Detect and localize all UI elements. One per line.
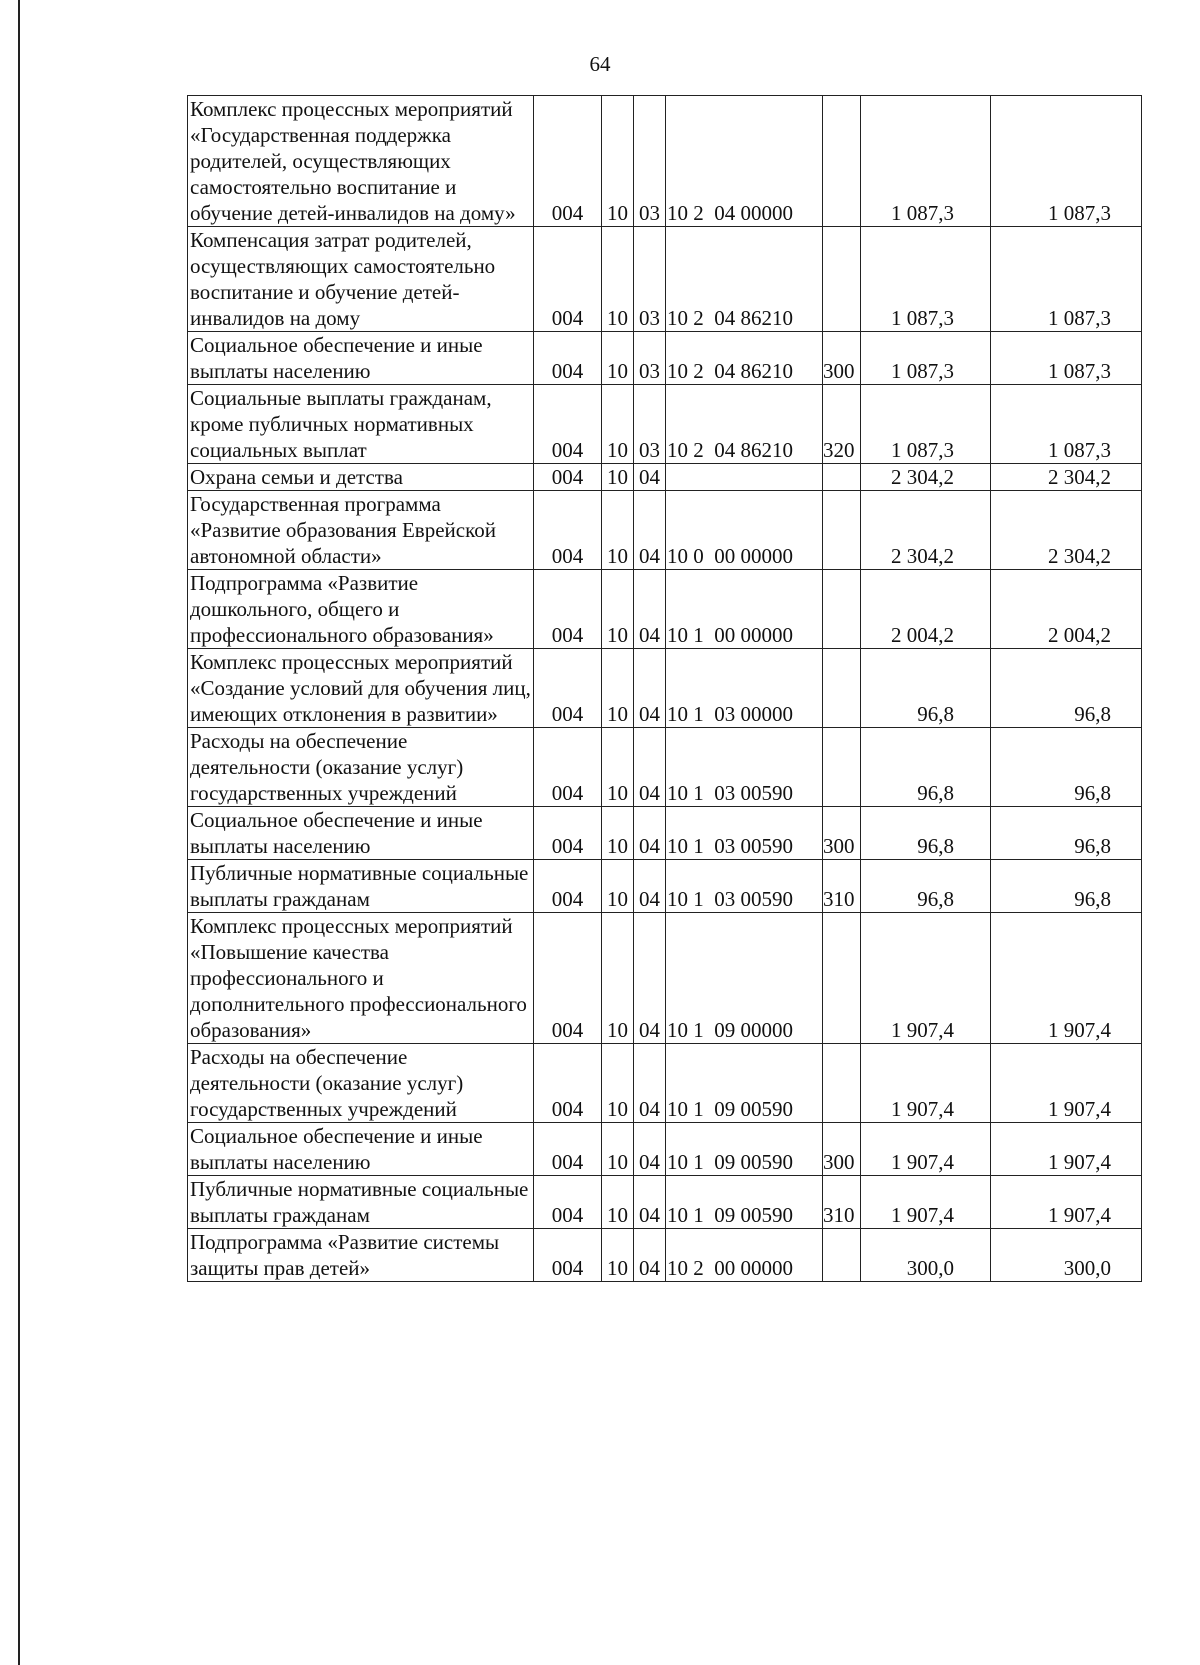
row-name-cell: Социальное обеспечение и иные выплаты населению <box>188 807 534 860</box>
row-subsection-cell: 03 <box>634 96 666 227</box>
row-amount-year1-cell: 1 087,3 <box>861 96 991 227</box>
row-name-cell: Государственная программа «Развитие образования Еврейской автономной области» <box>188 491 534 570</box>
row-expense-type-cell <box>823 570 861 649</box>
row-name-cell: Комплекс процессных мероприятий «Создание условий для обучения лиц, имеющих отклонения в развитии» <box>188 649 534 728</box>
row-section-cell: 10 <box>602 227 634 332</box>
row-target-article-cell: 10 1 03 00590 <box>666 728 823 807</box>
row-target-article-cell: 10 1 09 00590 <box>666 1044 823 1123</box>
row-section-cell: 10 <box>602 464 634 491</box>
row-subsection-cell: 04 <box>634 464 666 491</box>
row-subsection-cell: 04 <box>634 913 666 1044</box>
budget-table <box>187 95 1142 1282</box>
row-expense-type-cell: 300 <box>823 332 861 385</box>
row-amount-year1-cell: 2 304,2 <box>861 491 991 570</box>
row-amount-year2-cell: 2 304,2 <box>991 491 1142 570</box>
row-name-cell: Социальное обеспечение и иные выплаты населению <box>188 1123 534 1176</box>
row-section-cell: 10 <box>602 807 634 860</box>
row-subsection-cell: 04 <box>634 1229 666 1282</box>
row-amount-year2-cell: 1 087,3 <box>991 96 1142 227</box>
row-subsection-cell: 03 <box>634 332 666 385</box>
row-target-article-cell: 10 1 09 00000 <box>666 913 823 1044</box>
row-target-article-cell: 10 0 00 00000 <box>666 491 823 570</box>
table-row <box>188 332 1142 385</box>
table-row <box>188 1176 1142 1229</box>
row-amount-year2-cell: 96,8 <box>991 649 1142 728</box>
row-grbs-cell: 004 <box>534 728 602 807</box>
row-name-cell: Расходы на обеспечение деятельности (оказание услуг) государственных учреждений <box>188 1044 534 1123</box>
row-amount-year1-cell: 2 004,2 <box>861 570 991 649</box>
table-row <box>188 913 1142 1044</box>
row-expense-type-cell <box>823 649 861 728</box>
row-amount-year1-cell: 1 907,4 <box>861 1123 991 1176</box>
table-row <box>188 491 1142 570</box>
row-grbs-cell: 004 <box>534 1176 602 1229</box>
row-target-article-cell: 10 1 03 00000 <box>666 649 823 728</box>
row-name-cell: Компенсация затрат родителей, осуществляющих самостоятельно воспитание и обучение детей-инвалидов на дому <box>188 227 534 332</box>
row-subsection-cell: 04 <box>634 570 666 649</box>
row-name-cell: Подпрограмма «Развитие системы защиты прав детей» <box>188 1229 534 1282</box>
row-section-cell: 10 <box>602 1123 634 1176</box>
row-expense-type-cell: 320 <box>823 385 861 464</box>
row-amount-year1-cell: 1 907,4 <box>861 913 991 1044</box>
row-amount-year1-cell: 96,8 <box>861 807 991 860</box>
table-row <box>188 385 1142 464</box>
row-grbs-cell: 004 <box>534 1123 602 1176</box>
row-expense-type-cell: 300 <box>823 1123 861 1176</box>
row-expense-type-cell: 310 <box>823 860 861 913</box>
row-expense-type-cell <box>823 227 861 332</box>
row-target-article-cell: 10 2 04 00000 <box>666 96 823 227</box>
row-grbs-cell: 004 <box>534 1044 602 1123</box>
table-row <box>188 570 1142 649</box>
row-target-article-cell: 10 1 00 00000 <box>666 570 823 649</box>
row-amount-year1-cell: 96,8 <box>861 728 991 807</box>
row-section-cell: 10 <box>602 96 634 227</box>
row-amount-year2-cell: 1 907,4 <box>991 1123 1142 1176</box>
scan-edge-line <box>18 0 20 1665</box>
row-amount-year2-cell: 2 304,2 <box>991 464 1142 491</box>
table-row <box>188 96 1142 227</box>
row-section-cell: 10 <box>602 491 634 570</box>
row-grbs-cell: 004 <box>534 332 602 385</box>
row-expense-type-cell <box>823 491 861 570</box>
table-row <box>188 1123 1142 1176</box>
row-amount-year2-cell: 1 087,3 <box>991 332 1142 385</box>
row-name-cell: Комплекс процессных мероприятий «Повышение качества профессионального и дополнительного профессионального образования» <box>188 913 534 1044</box>
row-subsection-cell: 03 <box>634 385 666 464</box>
table-row <box>188 728 1142 807</box>
row-grbs-cell: 004 <box>534 96 602 227</box>
row-grbs-cell: 004 <box>534 464 602 491</box>
table-row <box>188 1229 1142 1282</box>
row-target-article-cell: 10 2 04 86210 <box>666 227 823 332</box>
row-section-cell: 10 <box>602 332 634 385</box>
row-amount-year2-cell: 96,8 <box>991 807 1142 860</box>
row-target-article-cell: 10 1 09 00590 <box>666 1176 823 1229</box>
row-expense-type-cell: 300 <box>823 807 861 860</box>
row-section-cell: 10 <box>602 1044 634 1123</box>
row-target-article-cell <box>666 464 823 491</box>
row-grbs-cell: 004 <box>534 491 602 570</box>
row-amount-year2-cell: 1 907,4 <box>991 1044 1142 1123</box>
row-amount-year1-cell: 96,8 <box>861 860 991 913</box>
row-name-cell: Комплекс процессных мероприятий «Государственная поддержка родителей, осуществляющих самостоятельно воспитание и обучение детей-инвалидов на дому» <box>188 96 534 227</box>
row-expense-type-cell <box>823 464 861 491</box>
row-amount-year2-cell: 96,8 <box>991 728 1142 807</box>
row-amount-year2-cell: 1 907,4 <box>991 913 1142 1044</box>
row-amount-year1-cell: 1 087,3 <box>861 227 991 332</box>
row-name-cell: Социальные выплаты гражданам, кроме публичных нормативных социальных выплат <box>188 385 534 464</box>
row-grbs-cell: 004 <box>534 807 602 860</box>
row-expense-type-cell <box>823 913 861 1044</box>
row-section-cell: 10 <box>602 1176 634 1229</box>
row-subsection-cell: 04 <box>634 1123 666 1176</box>
table-row <box>188 227 1142 332</box>
row-subsection-cell: 04 <box>634 860 666 913</box>
row-subsection-cell: 04 <box>634 649 666 728</box>
row-expense-type-cell <box>823 1044 861 1123</box>
row-target-article-cell: 10 1 03 00590 <box>666 860 823 913</box>
row-amount-year1-cell: 1 087,3 <box>861 385 991 464</box>
table-row <box>188 860 1142 913</box>
row-expense-type-cell <box>823 1229 861 1282</box>
row-expense-type-cell <box>823 96 861 227</box>
table-row <box>188 649 1142 728</box>
row-amount-year1-cell: 2 304,2 <box>861 464 991 491</box>
row-name-cell: Охрана семьи и детства <box>188 464 534 491</box>
row-target-article-cell: 10 2 04 86210 <box>666 385 823 464</box>
row-amount-year2-cell: 96,8 <box>991 860 1142 913</box>
row-section-cell: 10 <box>602 649 634 728</box>
row-subsection-cell: 04 <box>634 1044 666 1123</box>
row-section-cell: 10 <box>602 385 634 464</box>
row-expense-type-cell: 310 <box>823 1176 861 1229</box>
row-name-cell: Публичные нормативные социальные выплаты гражданам <box>188 1176 534 1229</box>
row-amount-year1-cell: 1 087,3 <box>861 332 991 385</box>
row-name-cell: Подпрограмма «Развитие дошкольного, общего и профессионального образования» <box>188 570 534 649</box>
row-grbs-cell: 004 <box>534 913 602 1044</box>
table-row <box>188 464 1142 491</box>
page-number: 64 <box>589 52 611 76</box>
row-name-cell: Расходы на обеспечение деятельности (оказание услуг) государственных учреждений <box>188 728 534 807</box>
row-amount-year2-cell: 300,0 <box>991 1229 1142 1282</box>
row-target-article-cell: 10 1 09 00590 <box>666 1123 823 1176</box>
row-section-cell: 10 <box>602 860 634 913</box>
row-expense-type-cell <box>823 728 861 807</box>
row-amount-year1-cell: 300,0 <box>861 1229 991 1282</box>
row-amount-year2-cell: 1 907,4 <box>991 1176 1142 1229</box>
row-amount-year2-cell: 1 087,3 <box>991 385 1142 464</box>
row-target-article-cell: 10 2 00 00000 <box>666 1229 823 1282</box>
row-subsection-cell: 04 <box>634 1176 666 1229</box>
row-section-cell: 10 <box>602 1229 634 1282</box>
row-subsection-cell: 03 <box>634 227 666 332</box>
row-grbs-cell: 004 <box>534 385 602 464</box>
row-subsection-cell: 04 <box>634 728 666 807</box>
row-section-cell: 10 <box>602 570 634 649</box>
row-name-cell: Публичные нормативные социальные выплаты гражданам <box>188 860 534 913</box>
row-grbs-cell: 004 <box>534 860 602 913</box>
row-amount-year1-cell: 1 907,4 <box>861 1176 991 1229</box>
row-section-cell: 10 <box>602 728 634 807</box>
row-target-article-cell: 10 1 03 00590 <box>666 807 823 860</box>
row-amount-year2-cell: 2 004,2 <box>991 570 1142 649</box>
row-amount-year2-cell: 1 087,3 <box>991 227 1142 332</box>
table-row <box>188 1044 1142 1123</box>
row-name-cell: Социальное обеспечение и иные выплаты населению <box>188 332 534 385</box>
table-body <box>188 96 1142 1282</box>
row-grbs-cell: 004 <box>534 649 602 728</box>
row-section-cell: 10 <box>602 913 634 1044</box>
row-grbs-cell: 004 <box>534 1229 602 1282</box>
row-subsection-cell: 04 <box>634 491 666 570</box>
row-amount-year1-cell: 96,8 <box>861 649 991 728</box>
row-amount-year1-cell: 1 907,4 <box>861 1044 991 1123</box>
row-subsection-cell: 04 <box>634 807 666 860</box>
table-row <box>188 807 1142 860</box>
row-target-article-cell: 10 2 04 86210 <box>666 332 823 385</box>
row-grbs-cell: 004 <box>534 570 602 649</box>
row-grbs-cell: 004 <box>534 227 602 332</box>
